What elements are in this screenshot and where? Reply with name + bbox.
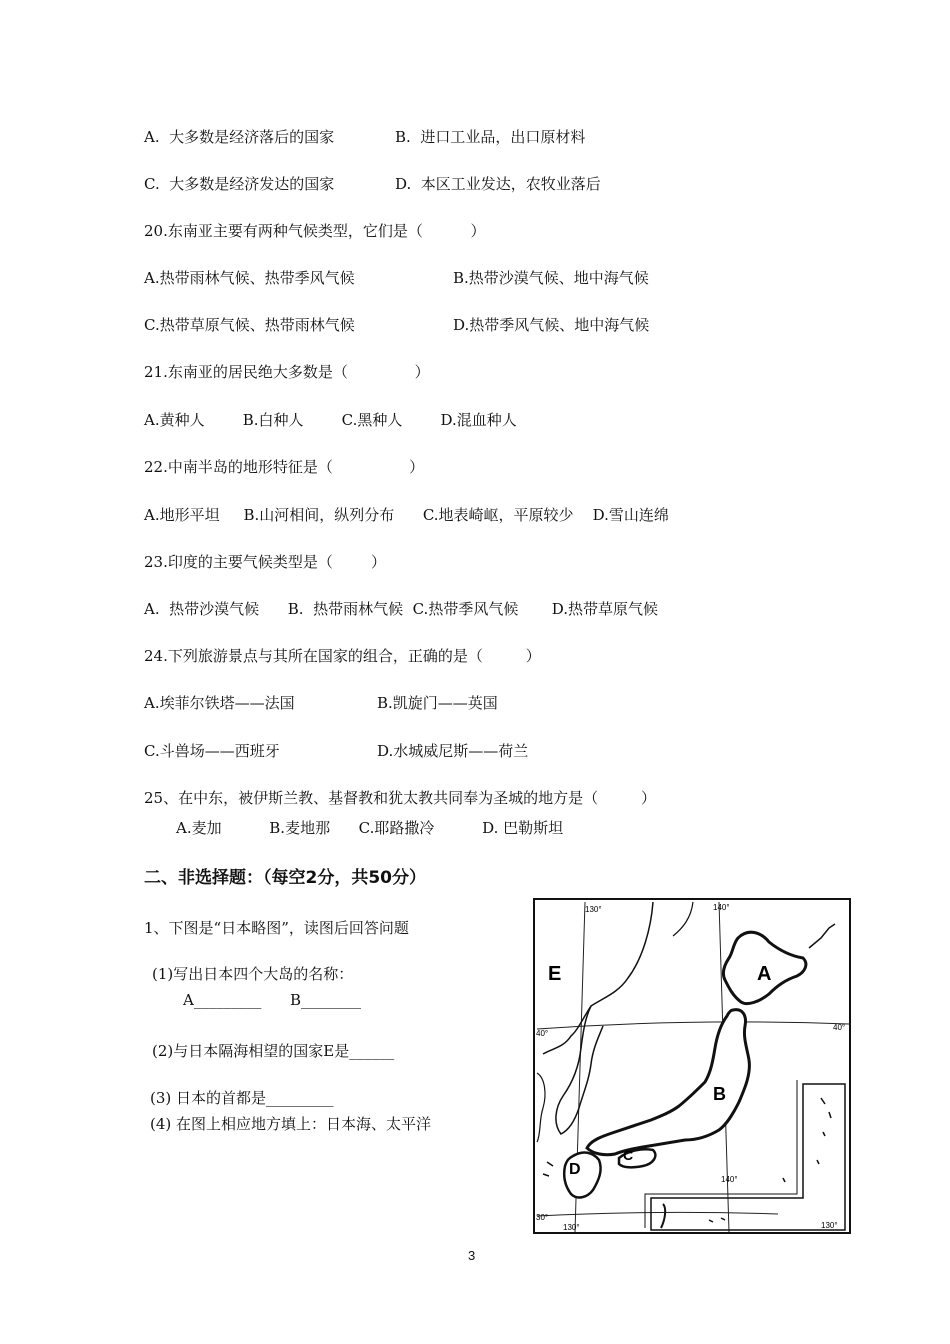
- q1-sub4: (4) 在图上相应地方填上：日本海、太平洋: [150, 1115, 432, 1133]
- lon-label-130-bottom: 130°: [563, 1223, 580, 1232]
- q25-options: A.麦加 B.麦地那 C.耶路撒冷 D. 巴勒斯坦: [176, 819, 564, 837]
- page-number: 3: [468, 1248, 476, 1263]
- lon-label-130-right: 130°: [821, 1221, 838, 1230]
- lon-label-130-top: 130°: [585, 905, 602, 914]
- map-label-e: E: [548, 963, 562, 985]
- map-label-d: D: [569, 1161, 581, 1178]
- q1-sub3: (3) 日本的首都是_________: [150, 1089, 334, 1107]
- q24-option-d: D.水城威尼斯——荷兰: [377, 742, 529, 760]
- q21-stem: 21.东南亚的居民绝大多数是（ ）: [144, 363, 430, 381]
- q20-option-c: C.热带草原气候、热带雨林气候: [144, 316, 355, 334]
- lat-label-40-right: 40°: [833, 1023, 846, 1032]
- q19-option-c: C. 大多数是经济发达的国家: [144, 175, 335, 193]
- lon-label-140-mid: 140°: [721, 1175, 738, 1184]
- q24-option-b: B.凯旋门——英国: [377, 694, 498, 712]
- map-label-b: B: [713, 1084, 726, 1104]
- q19-option-d: D. 本区工业发达，农牧业落后: [395, 175, 601, 193]
- q25-stem: 25、在中东，被伊斯兰教、基督教和犹太教共同奉为圣城的地方是（ ）: [144, 789, 657, 807]
- q20-option-a: A.热带雨林气候、热带季风气候: [144, 269, 355, 287]
- q24-option-a: A.埃菲尔铁塔——法国: [144, 694, 295, 712]
- q24-option-c: C.斗兽场——西班牙: [144, 742, 280, 760]
- q20-option-d: D.热带季风气候、地中海气候: [453, 316, 650, 334]
- q22-options: A.地形平坦 B.山河相间，纵列分布 C.地表崎岖，平原较少 D.雪山连绵: [144, 506, 669, 524]
- q1-sub2: (2)与日本隔海相望的国家E是______: [152, 1042, 395, 1060]
- q19-option-b: B. 进口工业品，出口原材料: [395, 128, 586, 146]
- lat-label-40-left: 40°: [536, 1029, 549, 1038]
- japan-sketch-map: [533, 898, 851, 1234]
- q1-sub1: (1)写出日本四个大岛的名称：: [152, 965, 354, 983]
- q23-options: A. 热带沙漠气候 B. 热带雨林气候 C.热带季风气候 D.热带草原气候: [144, 600, 658, 618]
- lat-label-30-left: 30°: [536, 1213, 549, 1222]
- q24-stem: 24.下列旅游景点与其所在国家的组合，正确的是（ ）: [144, 647, 541, 665]
- map-label-c: C: [623, 1147, 634, 1163]
- q1-sub1-blanks: A_________ B________: [183, 991, 361, 1009]
- lon-label-140-top: 140°: [713, 903, 730, 912]
- q23-stem: 23.印度的主要气候类型是（ ）: [144, 553, 387, 571]
- section-heading: 二、非选择题：（每空2分，共50分）: [144, 868, 426, 888]
- map-label-a: A: [757, 963, 772, 985]
- q21-options: A.黄种人 B.白种人 C.黑种人 D.混血种人: [144, 411, 517, 429]
- q20-option-b: B.热带沙漠气候、地中海气候: [453, 269, 649, 287]
- q20-stem: 20.东南亚主要有两种气候类型，它们是（ ）: [144, 222, 486, 240]
- q1-stem: 1、下图是“日本略图”，读图后回答问题: [144, 919, 409, 937]
- q22-stem: 22.中南半岛的地形特征是（ ）: [144, 458, 425, 476]
- q19-option-a: A. 大多数是经济落后的国家: [144, 128, 335, 146]
